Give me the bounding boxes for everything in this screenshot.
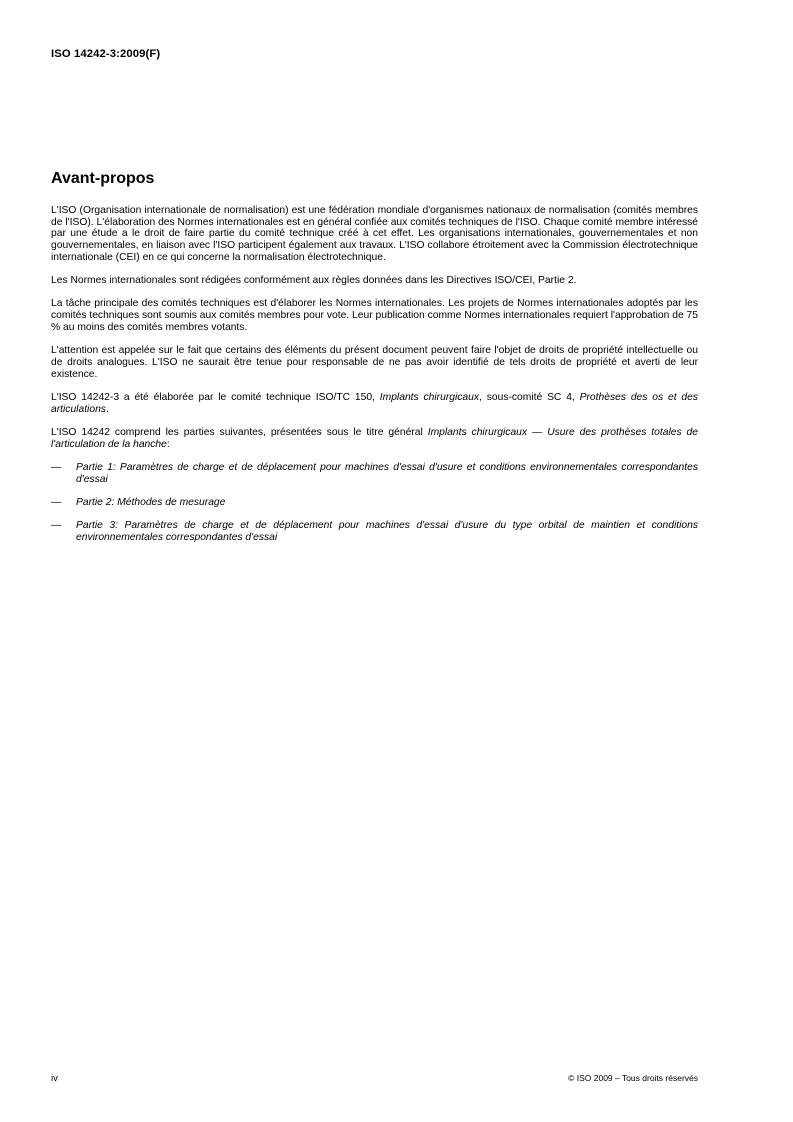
part-1-text: Partie 1: Paramètres de charge et de déplacement pour machines d'essai d'usure et conditions environnementales correspondantes d'essai [76, 461, 698, 485]
parts-list [51, 462, 698, 544]
committee-title: Implants chirurgicaux [379, 391, 480, 403]
em-dash-bullet: — [51, 461, 62, 473]
part-2-text: Partie 2: Méthodes de mesurage [76, 496, 226, 508]
paragraph-prepared-by [51, 392, 698, 415]
prepared-by-prefix: L'ISO 14242-3 a été élaborée par le comité technique ISO/TC 150, [51, 391, 380, 403]
general-title: Implants chirurgicaux — Usure des prothèses totales de l'articulation de la hanche [51, 426, 698, 450]
em-dash-bullet: — [51, 496, 62, 508]
parts-intro-suffix: : [166, 438, 170, 450]
section-title: Avant-propos [51, 170, 155, 187]
subcommittee-title: Prothèses des os et des articulations [51, 391, 698, 415]
list-item-part-2 [51, 497, 698, 509]
page-number: iv [51, 1073, 58, 1084]
paragraph-drafting-rules: Les Normes internationales sont rédigées conformément aux règles données dans les Directives ISO/CEI, Partie 2. [51, 275, 577, 287]
paragraph-technical-committees: La tâche principale des comités techniques est d'élaborer les Normes internationales. Les projets de Normes internationales adoptés par les comités techniques sont soumis aux comités membres pour vote. Leur publication comme Normes internationales requiert l'approbation de 75 % au moins des comités membres votants. [51, 298, 698, 333]
list-item-part-1 [51, 462, 698, 485]
paragraph-parts-intro [51, 427, 698, 450]
list-item-part-3 [51, 520, 698, 543]
document-reference-header: ISO 14242-3:2009(F) [51, 48, 161, 60]
prepared-by-middle: , sous-comité SC 4, [479, 391, 580, 403]
prepared-by-suffix: . [105, 403, 109, 415]
paragraph-patent-rights: L'attention est appelée sur le fait que certains des éléments du présent document peuvent faire l'objet de droits de propriété intellectuelle ou de droits analogues. L'ISO ne saurait être tenue pour responsable de ne pas avoir identifié de tels droits de propriété et averti de leur existence. [51, 345, 698, 380]
em-dash-bullet: — [51, 520, 62, 532]
parts-intro-prefix: L'ISO 14242 comprend les parties suivantes, présentées sous le titre général [51, 426, 428, 438]
paragraph-iso-organisation: L'ISO (Organisation internationale de normalisation) est une fédération mondiale d'organismes nationaux de normalisation (comités membres de l'ISO). L'élaboration des Normes internationales est en général confiée aux comités techniques de l'ISO. Chaque comité membre intéressé par une étude a le droit de faire partie du comité technique créé à cet effet. Les organisations internationales, gouvernementales et non gouvernementales, en liaison avec l'ISO participent également aux travaux. L'ISO collabore étroitement avec la Commission électrotechnique internationale (CEI) en ce qui concerne la normalisation électrotechnique. [51, 205, 698, 263]
copyright-notice: © ISO 2009 – Tous droits réservés [568, 1073, 698, 1083]
part-3-text: Partie 3: Paramètres de charge et de déplacement pour machines d'essai d'usure du type orbital de maintien et conditions environnementales correspondantes d'essai [76, 520, 698, 543]
foreword-body [51, 205, 698, 555]
